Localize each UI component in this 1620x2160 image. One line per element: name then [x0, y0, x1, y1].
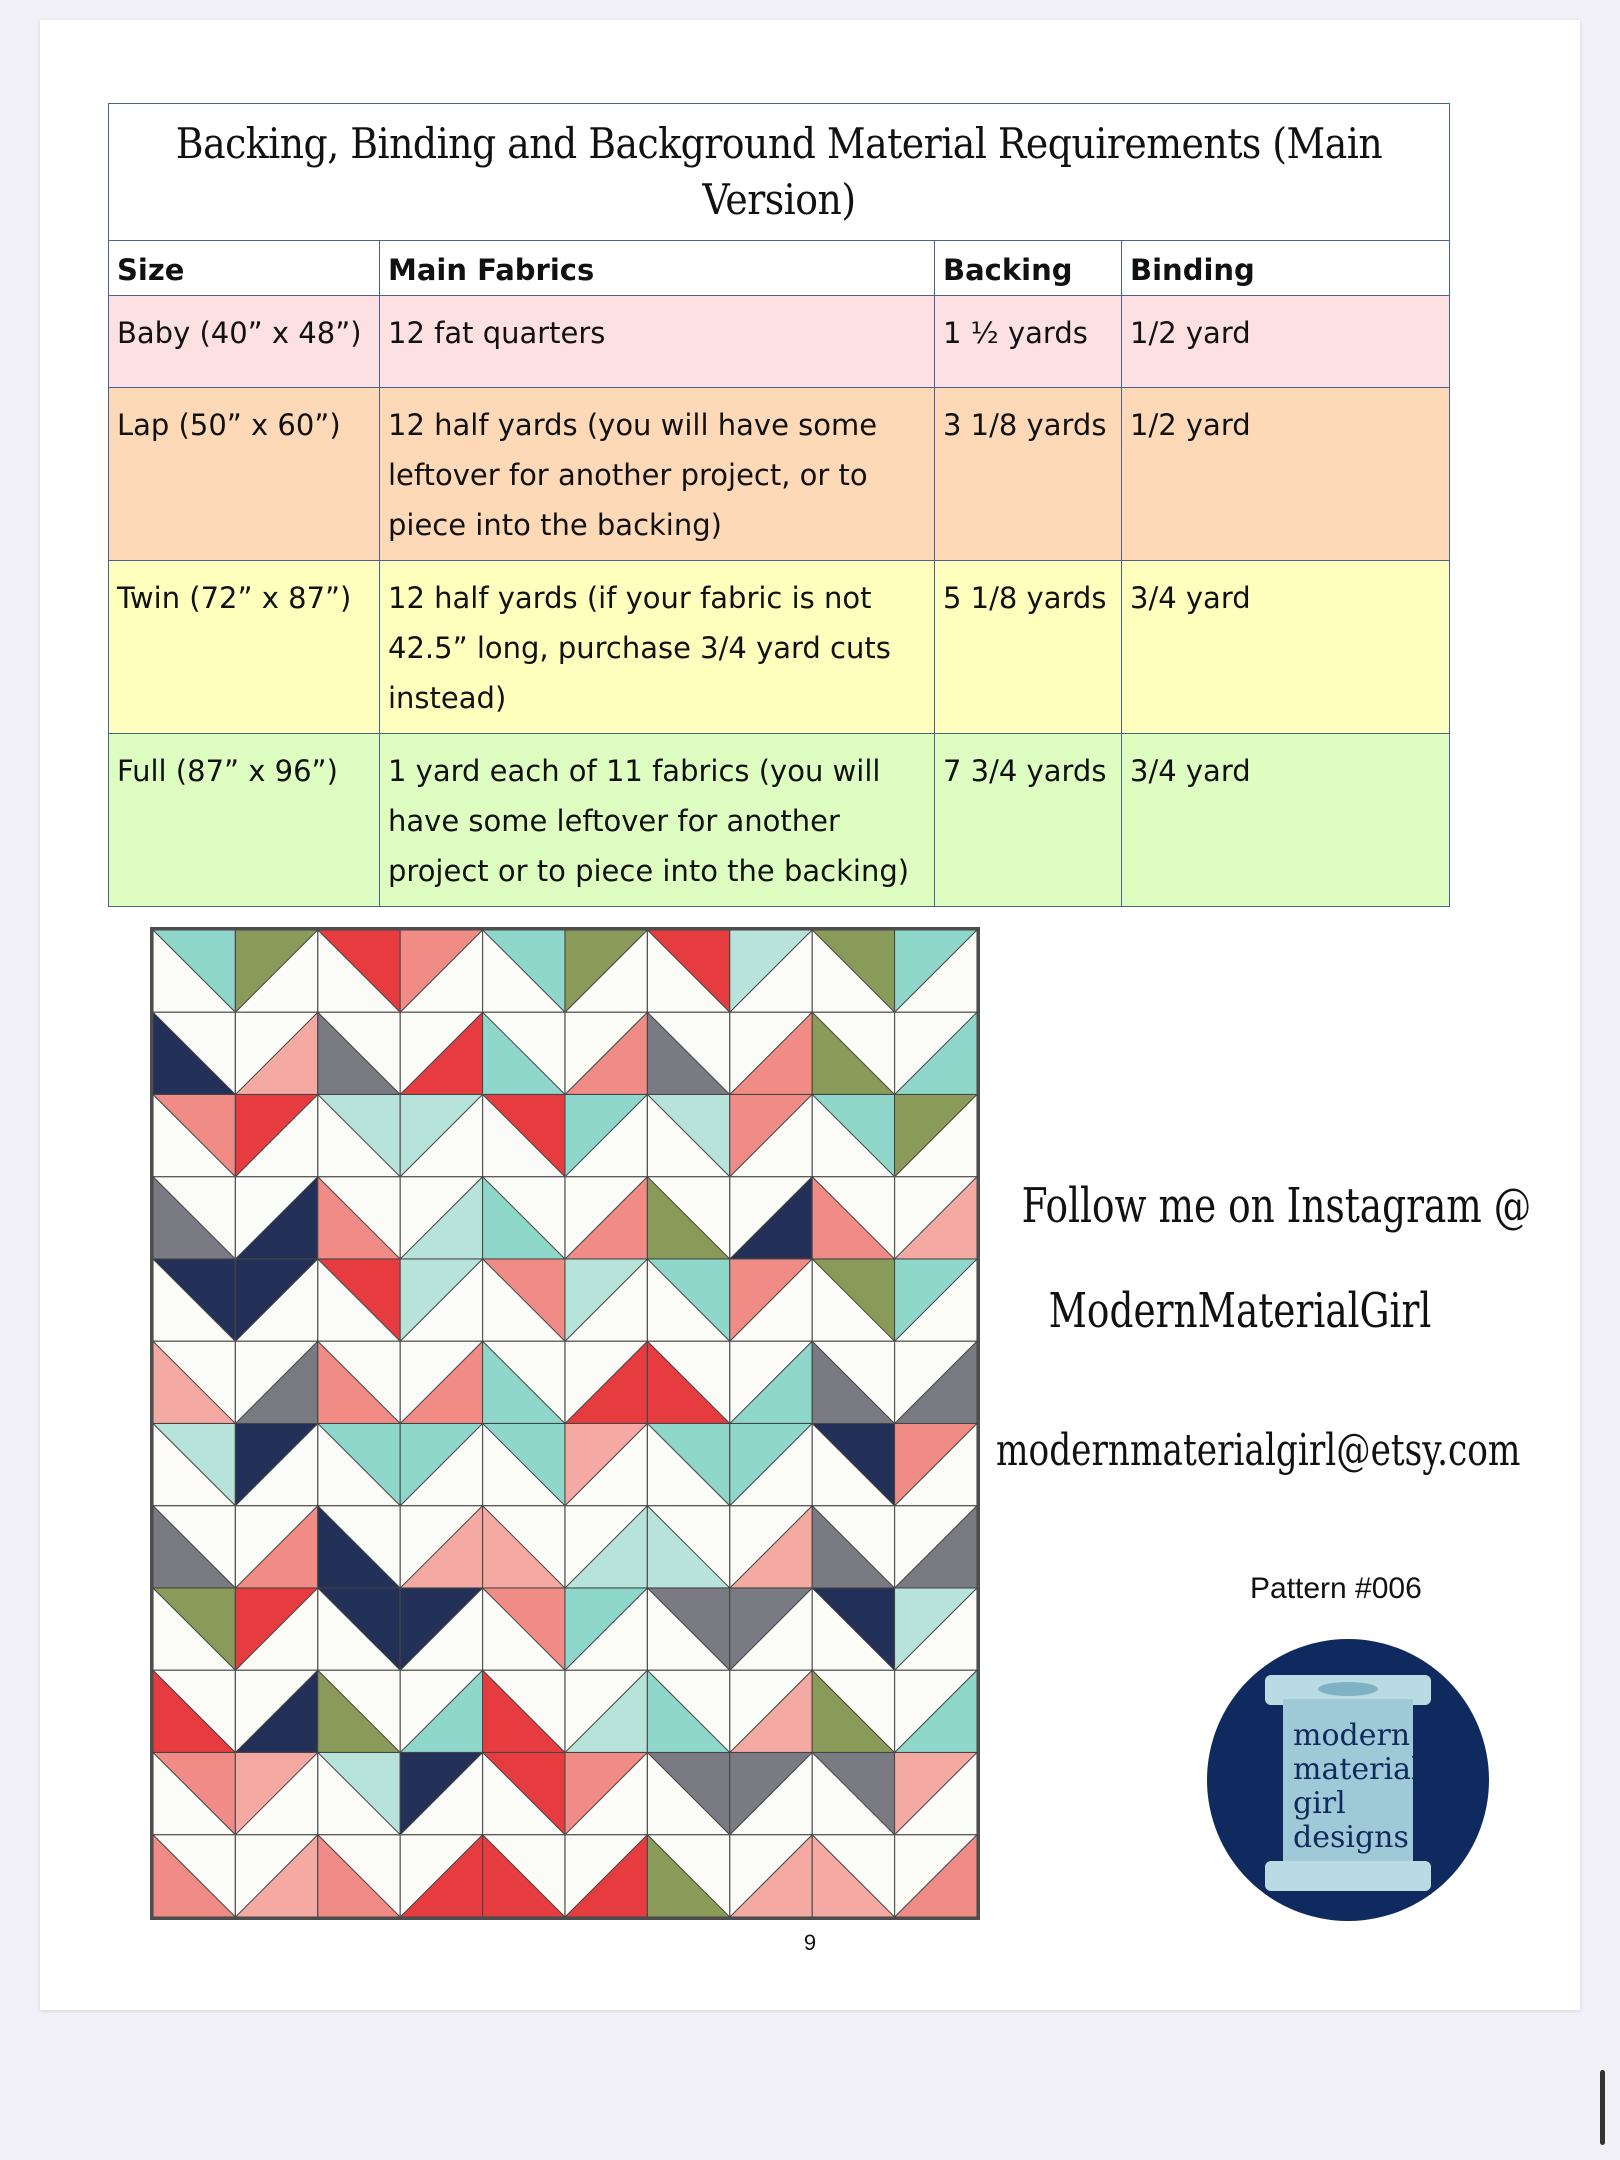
fabrics-cell: 1 yard each of 11 fabrics (you will have some leftover for another project or to piece into the backing)	[380, 734, 935, 907]
etsy-email: modernmaterialgirl@etsy.com	[996, 1425, 1521, 1476]
scrollbar-thumb[interactable]	[1600, 2070, 1605, 2145]
pattern-number: Pattern #006	[1250, 1572, 1422, 1605]
table-row	[109, 561, 1450, 734]
column-header: Backing	[935, 241, 1122, 296]
spool-bottom-flange	[1265, 1861, 1431, 1891]
table-header-row	[109, 241, 1450, 296]
logo-text-line: modern	[1293, 1718, 1411, 1753]
binding-cell: 1/2 yard	[1122, 296, 1450, 388]
spool-hole	[1318, 1682, 1378, 1696]
column-header: Size	[109, 241, 380, 296]
table-title: Backing, Binding and Background Material Requirements (Main Version)	[109, 104, 1450, 241]
spool-logo-icon	[1205, 1637, 1491, 1923]
logo-text-line: designs	[1293, 1820, 1409, 1855]
fabrics-cell: 12 half yards (if your fabric is not 42.5” long, purchase 3/4 yard cuts instead)	[380, 561, 935, 734]
quilt-illustration	[153, 930, 977, 1917]
backing-cell: 7 3/4 yards	[935, 734, 1122, 907]
chevron-quilt-image	[150, 927, 980, 1920]
table-row	[109, 388, 1450, 561]
binding-cell: 3/4 yard	[1122, 734, 1450, 907]
size-cell: Lap (50” x 60”)	[109, 388, 380, 561]
instagram-follow-text: Follow me on Instagram @	[1021, 1178, 1532, 1234]
page-number: 9	[803, 1930, 817, 1955]
material-requirements-table	[108, 103, 1450, 907]
size-cell: Baby (40” x 48”)	[109, 296, 380, 388]
logo-text-line: material	[1293, 1752, 1421, 1787]
column-header: Main Fabrics	[380, 241, 935, 296]
size-cell: Twin (72” x 87”)	[109, 561, 380, 734]
column-header: Binding	[1122, 241, 1450, 296]
size-cell: Full (87” x 96”)	[109, 734, 380, 907]
fabrics-cell: 12 half yards (you will have some leftover for another project, or to piece into the backing)	[380, 388, 935, 561]
fabrics-cell: 12 fat quarters	[380, 296, 935, 388]
table-row	[109, 296, 1450, 388]
table-row	[109, 734, 1450, 907]
binding-cell: 3/4 yard	[1122, 561, 1450, 734]
binding-cell: 1/2 yard	[1122, 388, 1450, 561]
backing-cell: 5 1/8 yards	[935, 561, 1122, 734]
backing-cell: 3 1/8 yards	[935, 388, 1122, 561]
logo-text-line: girl	[1293, 1786, 1346, 1821]
instagram-handle: ModernMaterialGirl	[1048, 1283, 1432, 1339]
backing-cell: 1 ½ yards	[935, 296, 1122, 388]
